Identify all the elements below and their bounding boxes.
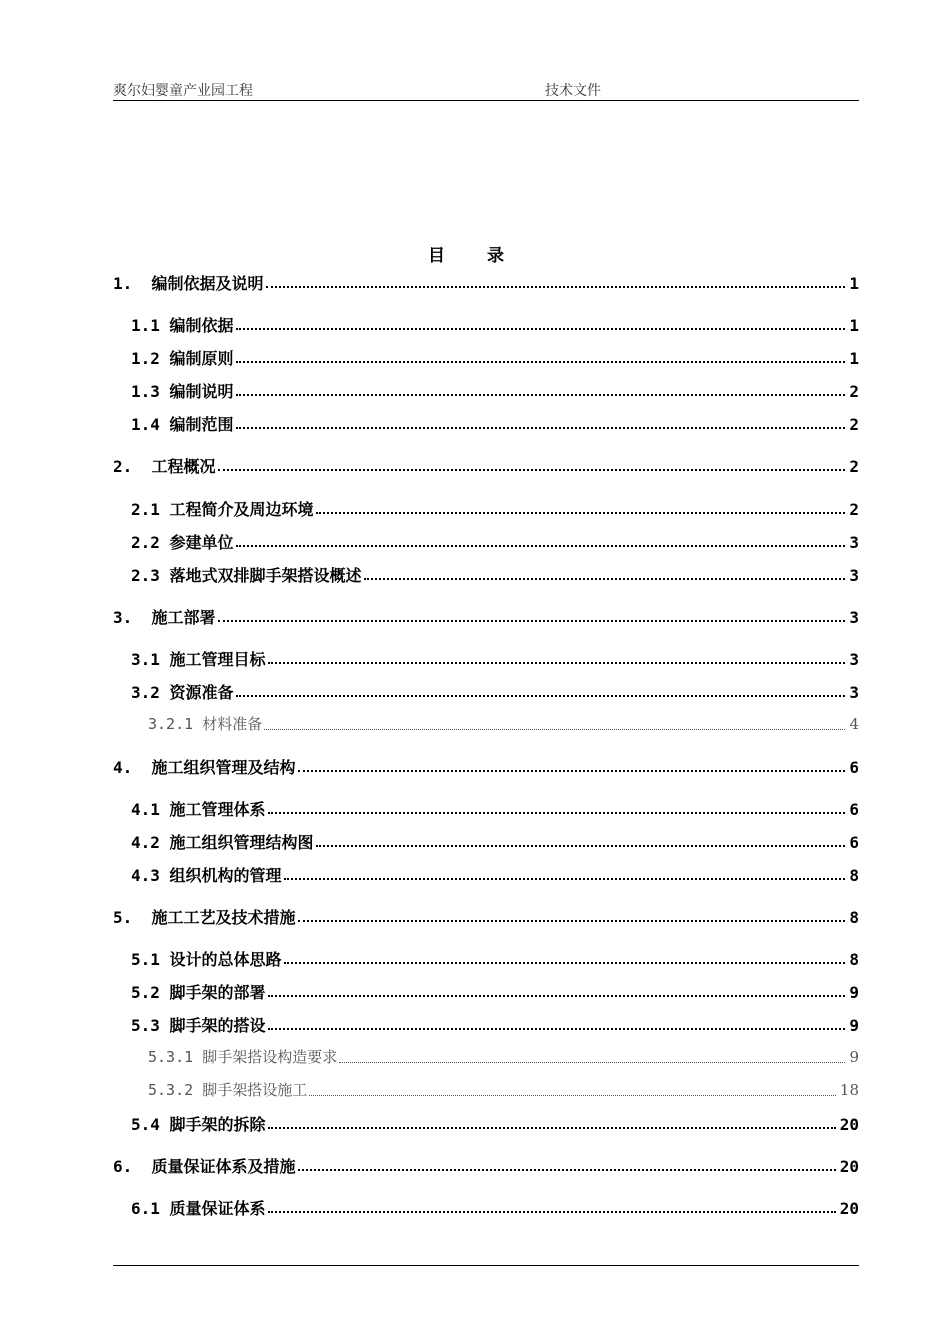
toc-entry[interactable] [113, 905, 859, 927]
toc-entry-number: 5.3.2 [148, 1081, 203, 1099]
toc-entry-page-number: 1 [849, 316, 859, 335]
toc-entry-title: 脚手架的搭设 [169, 1016, 266, 1035]
header-project-name: 爽尔妇婴童产业园工程 [113, 83, 253, 99]
toc-entry-title: 施工组织管理结构图 [169, 833, 314, 852]
toc-entry[interactable] [113, 563, 859, 585]
toc-entry-page-number: 6 [849, 833, 859, 852]
toc-entry-title: 施工管理目标 [169, 650, 266, 669]
toc-entry[interactable] [113, 830, 859, 852]
toc-entry-number: 5.4 [131, 1115, 170, 1134]
toc-entry-page-number: 18 [839, 1081, 859, 1099]
toc-entry-page-number: 1 [849, 349, 859, 368]
toc-entry-number: 5.1 [131, 950, 170, 969]
toc-entry[interactable] [113, 797, 859, 819]
footer-divider [113, 1265, 859, 1266]
toc-entry-page-number: 4 [849, 715, 859, 733]
toc-entry-title: 工程概况 [151, 457, 216, 476]
toc-entry-number: 5. [113, 908, 152, 927]
toc-entry[interactable] [113, 497, 859, 519]
toc-entry-number: 3.1 [131, 650, 170, 669]
header-divider [113, 100, 859, 101]
toc-entry-page-number: 3 [849, 650, 859, 669]
toc-entry-number: 1.4 [131, 415, 170, 434]
toc-entry-page-number: 20 [839, 1115, 859, 1134]
toc-entry-number: 4. [113, 758, 152, 777]
toc-entry[interactable] [113, 1013, 859, 1035]
toc-entry-number: 4.3 [131, 866, 170, 885]
toc-entry-title: 脚手架的拆除 [169, 1115, 266, 1134]
toc-entry-title: 资源准备 [169, 683, 234, 702]
toc-dot-leader [316, 844, 846, 847]
toc-entry-page-number: 2 [849, 500, 859, 519]
toc-entry-page-number: 3 [849, 533, 859, 552]
toc-title: 目 录 [428, 246, 522, 266]
toc-dot-leader [316, 511, 846, 514]
toc-entry-title: 设计的总体思路 [169, 950, 282, 969]
toc-entry-title: 施工管理体系 [169, 800, 266, 819]
toc-dot-leader [236, 426, 846, 429]
toc-entry-page-number: 6 [849, 800, 859, 819]
toc-dot-leader [298, 769, 846, 772]
toc-dot-leader [339, 1061, 845, 1063]
toc-entry-title: 质量保证体系 [169, 1199, 266, 1218]
toc-dot-leader [236, 393, 846, 396]
toc-dot-leader [266, 285, 846, 288]
toc-entry[interactable] [113, 713, 859, 735]
toc-entry-title: 脚手架的部署 [169, 983, 266, 1002]
toc-entry-page-number: 2 [849, 382, 859, 401]
toc-entry-number: 6.1 [131, 1199, 170, 1218]
toc-entry-page-number: 8 [849, 866, 859, 885]
page-header [113, 80, 859, 100]
toc-entry-number: 4.1 [131, 800, 170, 819]
toc-entry-page-number: 2 [849, 457, 859, 476]
toc-entry-title: 组织机构的管理 [169, 866, 282, 885]
toc-entry-title: 编制依据 [169, 316, 234, 335]
toc-dot-leader [236, 694, 846, 697]
toc-entry-number: 1. [113, 274, 152, 293]
toc-entry-number: 4.2 [131, 833, 170, 852]
toc-entry-page-number: 9 [849, 1016, 859, 1035]
toc-entry[interactable] [113, 379, 859, 401]
toc-entry-number: 2. [113, 457, 152, 476]
toc-dot-leader [218, 619, 846, 622]
toc-dot-leader [264, 728, 845, 730]
toc-dot-leader [298, 1168, 836, 1171]
toc-dot-leader [268, 811, 846, 814]
toc-entry-number: 5.3.1 [148, 1048, 203, 1066]
toc-dot-leader [364, 577, 846, 580]
toc-entry-page-number: 20 [839, 1157, 859, 1176]
toc-entry[interactable] [113, 1079, 859, 1101]
toc-entry-title: 材料准备 [202, 715, 263, 733]
toc-entry-number: 1.2 [131, 349, 170, 368]
toc-entry[interactable] [113, 1046, 859, 1068]
toc-entry[interactable] [113, 755, 859, 777]
toc-entry-page-number: 3 [849, 683, 859, 702]
toc-entry-number: 2.2 [131, 533, 170, 552]
toc-entry-page-number: 3 [849, 566, 859, 585]
toc-entry[interactable] [113, 454, 859, 476]
toc-entry-page-number: 2 [849, 415, 859, 434]
toc-entry-page-number: 1 [849, 274, 859, 293]
toc-dot-leader [236, 360, 846, 363]
toc-entry-number: 5.2 [131, 983, 170, 1002]
toc-entry-number: 6. [113, 1157, 152, 1176]
toc-entry[interactable] [113, 863, 859, 885]
toc-entry[interactable] [113, 1196, 859, 1218]
toc-entry[interactable] [113, 1112, 859, 1134]
toc-entry[interactable] [113, 980, 859, 1002]
toc-entry-title: 脚手架搭设施工 [202, 1081, 308, 1099]
toc-entry-page-number: 6 [849, 758, 859, 777]
toc-entry[interactable] [113, 271, 859, 293]
toc-entry-title: 施工组织管理及结构 [151, 758, 296, 777]
toc-dot-leader [298, 919, 846, 922]
toc-entry-number: 3.2.1 [148, 715, 203, 733]
toc-entry-title: 编制依据及说明 [151, 274, 264, 293]
toc-entry-page-number: 20 [839, 1199, 859, 1218]
toc-entry[interactable] [113, 346, 859, 368]
toc-entry-page-number: 8 [849, 950, 859, 969]
toc-entry-page-number: 8 [849, 908, 859, 927]
toc-dot-leader [268, 661, 846, 664]
toc-entry-page-number: 9 [849, 983, 859, 1002]
toc-entry-title: 参建单位 [169, 533, 234, 552]
toc-entry[interactable] [113, 647, 859, 669]
toc-entry[interactable] [113, 1154, 859, 1176]
toc-entry-number: 1.3 [131, 382, 170, 401]
toc-entry[interactable] [113, 530, 859, 552]
toc-entry-title: 施工工艺及技术措施 [151, 908, 296, 927]
toc-entry-title: 编制原则 [169, 349, 234, 368]
toc-dot-leader [236, 544, 846, 547]
toc-entry-title: 质量保证体系及措施 [151, 1157, 296, 1176]
toc-dot-leader [236, 327, 846, 330]
toc-entry-title: 脚手架搭设构造要求 [202, 1048, 338, 1066]
toc-entry-title: 落地式双排脚手架搭设概述 [169, 566, 362, 585]
toc-entry[interactable] [113, 605, 859, 627]
toc-entry-number: 1.1 [131, 316, 170, 335]
toc-dot-leader [218, 468, 846, 471]
toc-entry-number: 3.2 [131, 683, 170, 702]
toc-entry-title: 编制说明 [169, 382, 234, 401]
toc-entry-number: 3. [113, 608, 152, 627]
toc-entry-number: 2.1 [131, 500, 170, 519]
toc-entry[interactable] [113, 412, 859, 434]
toc-entry[interactable] [113, 680, 859, 702]
toc-dot-leader [268, 1210, 836, 1213]
toc-entry-page-number: 9 [849, 1048, 859, 1066]
toc-dot-leader [284, 877, 846, 880]
toc-entry-title: 施工部署 [151, 608, 216, 627]
toc-entry-page-number: 3 [849, 608, 859, 627]
toc-entry-title: 编制范围 [169, 415, 234, 434]
toc-dot-leader [268, 1027, 846, 1030]
toc-entry[interactable] [113, 313, 859, 335]
toc-dot-leader [309, 1094, 836, 1096]
toc-entry-title: 工程简介及周边环境 [169, 500, 314, 519]
toc-entry-number: 2.3 [131, 566, 170, 585]
toc-entry-number: 5.3 [131, 1016, 170, 1035]
toc-dot-leader [268, 994, 846, 997]
toc-entry[interactable] [113, 947, 859, 969]
header-doc-type: 技术文件 [545, 83, 601, 99]
toc-dot-leader [284, 961, 846, 964]
toc-dot-leader [268, 1126, 836, 1129]
